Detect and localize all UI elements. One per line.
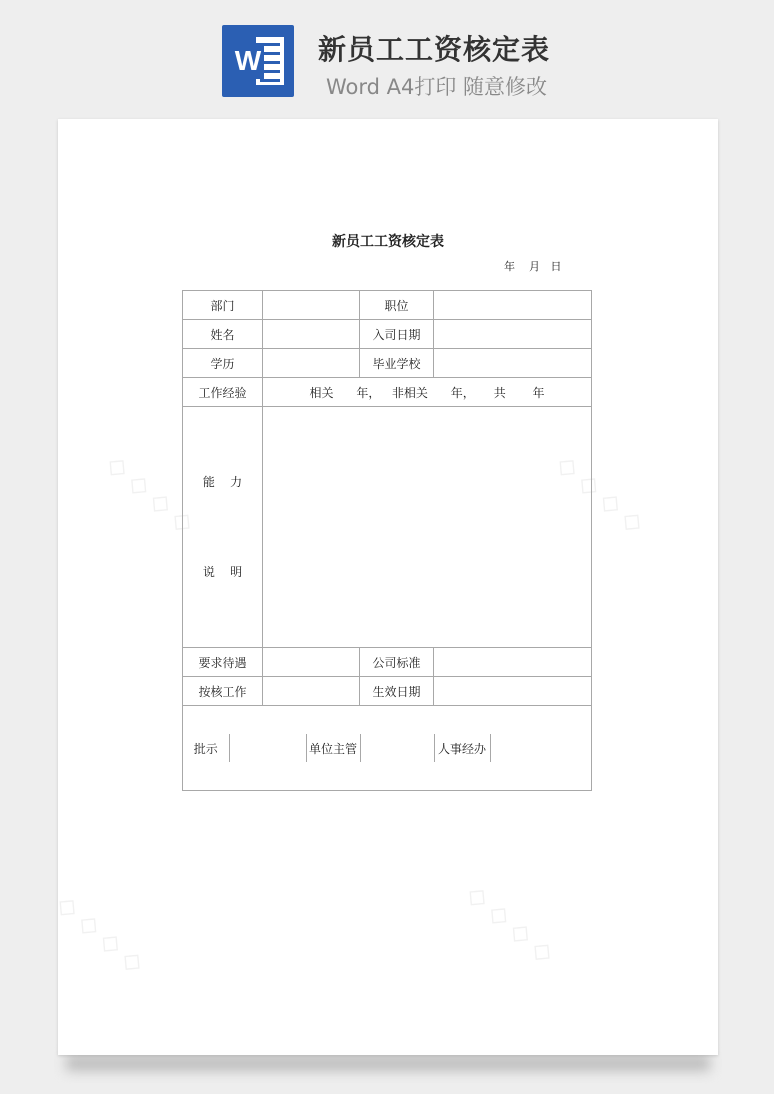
signature-row xyxy=(183,706,592,791)
education-field[interactable] xyxy=(263,349,360,378)
company-standard-field[interactable] xyxy=(434,648,592,677)
watermark: ◇ ◇ ◇ ◇ xyxy=(550,448,651,540)
word-letter: W xyxy=(232,43,264,79)
date-line: 年 月 日 xyxy=(504,260,562,273)
unit-manager-label: 单位主管 xyxy=(306,734,360,762)
table-row xyxy=(183,677,592,706)
table-row xyxy=(183,706,592,791)
effective-date-label: 生效日期 xyxy=(360,677,434,706)
required-pay-label: 要求待遇 xyxy=(183,648,263,677)
document-title: 新员工工资核定表 xyxy=(332,234,444,250)
approval-label: 批示 xyxy=(193,741,218,756)
name-field[interactable] xyxy=(263,320,360,349)
watermark: ◇ ◇ ◇ ◇ xyxy=(100,448,201,540)
education-label: 学历 xyxy=(183,349,263,378)
ability-field[interactable] xyxy=(263,407,592,648)
banner-subtitle: Word A4打印 随意修改 xyxy=(326,75,548,99)
approved-work-field[interactable] xyxy=(263,677,360,706)
name-label: 姓名 xyxy=(183,320,263,349)
table-row xyxy=(183,349,592,378)
effective-date-field[interactable] xyxy=(434,677,592,706)
approval-field[interactable] xyxy=(229,734,306,762)
hr-handler-field[interactable] xyxy=(490,734,591,762)
table-row xyxy=(183,320,592,349)
hr-handler-label: 人事经办 xyxy=(434,734,490,762)
signature-table xyxy=(183,734,591,762)
table-row xyxy=(183,378,592,407)
watermark: ◇ ◇ ◇ ◇ xyxy=(460,878,561,970)
salary-form-table xyxy=(182,290,592,791)
ability-label-line2: 说 明 xyxy=(202,565,243,579)
document-page xyxy=(50,119,718,1055)
school-field[interactable] xyxy=(434,349,592,378)
word-app-icon xyxy=(222,25,294,97)
table-row xyxy=(183,648,592,677)
page-shadow xyxy=(66,1055,710,1071)
experience-field[interactable]: 相关 年， 非相关 年， 共 年 xyxy=(263,378,592,407)
watermark: ◇ ◇ ◇ ◇ xyxy=(50,888,151,980)
unit-manager-field[interactable] xyxy=(360,734,434,762)
dept-label: 部门 xyxy=(183,291,263,320)
experience-label: 工作经验 xyxy=(183,378,263,407)
banner-title: 新员工工资核定表 xyxy=(318,33,551,66)
school-label: 毕业学校 xyxy=(360,349,434,378)
ability-label-line1: 能 力 xyxy=(202,475,243,489)
company-standard-label: 公司标准 xyxy=(360,648,434,677)
join-date-field[interactable] xyxy=(434,320,592,349)
position-field[interactable] xyxy=(434,291,592,320)
table-row xyxy=(183,407,592,648)
join-date-label: 入司日期 xyxy=(360,320,434,349)
dept-field[interactable] xyxy=(263,291,360,320)
table-row xyxy=(183,291,592,320)
ability-label xyxy=(183,407,263,648)
position-label: 职位 xyxy=(360,291,434,320)
required-pay-field[interactable] xyxy=(263,648,360,677)
approved-work-label: 按核工作 xyxy=(183,677,263,706)
